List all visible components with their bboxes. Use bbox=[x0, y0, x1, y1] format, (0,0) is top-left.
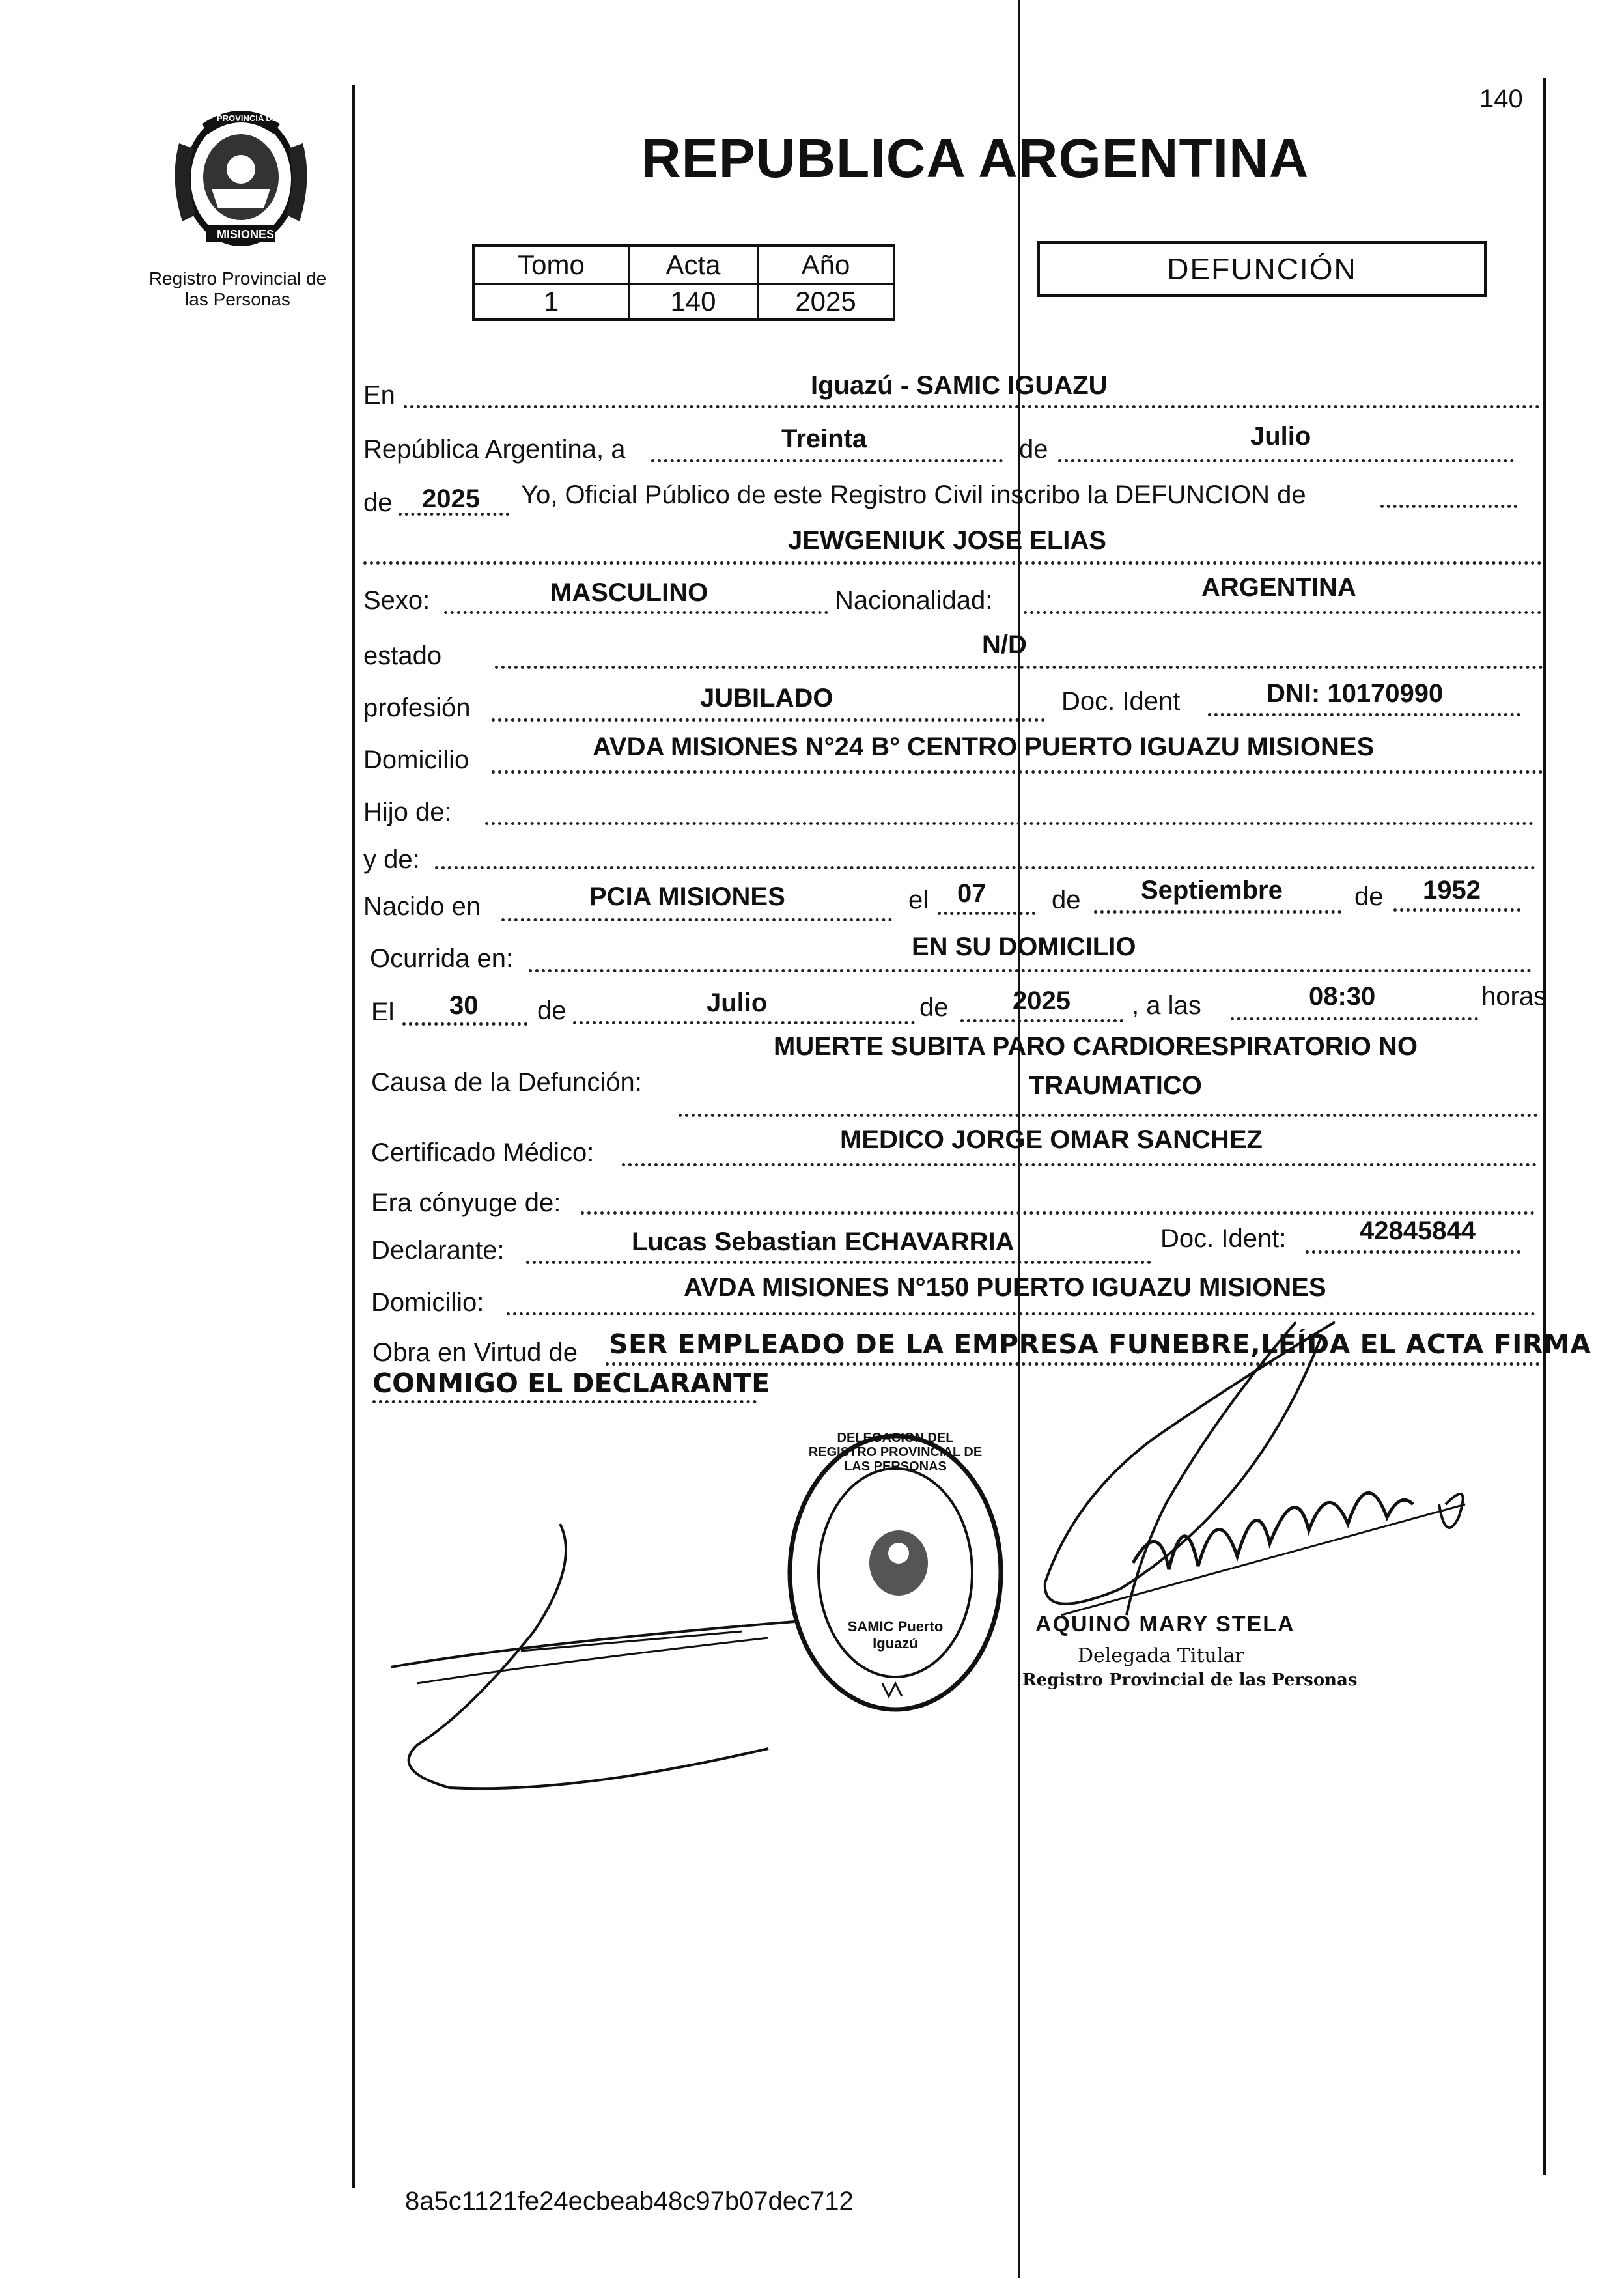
value-sexo: MASCULINO bbox=[550, 578, 708, 607]
value-domicilio: AVDA MISIONES N°24 B° CENTRO PUERTO IGUAZU MISIONES bbox=[593, 733, 1375, 761]
value-declarante: Lucas Sebastian ECHAVARRIA bbox=[632, 1228, 1015, 1256]
record-type-label: DEFUNCIÓN bbox=[1167, 252, 1357, 286]
value-estado: N/D bbox=[982, 630, 1027, 659]
label-de-death1: de bbox=[537, 996, 567, 1025]
field-line-mes bbox=[1058, 459, 1514, 462]
field-line-declarante-doc bbox=[1306, 1250, 1520, 1254]
label-sexo: Sexo: bbox=[363, 586, 430, 615]
left-margin-line bbox=[352, 85, 355, 2188]
field-line-def-hora bbox=[1231, 1017, 1478, 1020]
field-line-en bbox=[404, 405, 1540, 408]
field-line-nacionalidad bbox=[1024, 611, 1541, 614]
label-de-start: de bbox=[363, 488, 393, 517]
field-line-sexo bbox=[444, 611, 828, 614]
label-de-mid: de bbox=[1019, 435, 1048, 464]
field-line-estado bbox=[495, 666, 1543, 669]
value-nac-mes: Septiembre bbox=[1141, 876, 1283, 905]
label-domicilio: Domicilio bbox=[363, 746, 469, 774]
field-line-profesion bbox=[492, 718, 1045, 722]
label-el: el bbox=[908, 886, 929, 914]
field-line-defuncion-de bbox=[1380, 505, 1517, 508]
official-signature bbox=[1022, 1309, 1491, 1648]
value-def-dia: 30 bbox=[449, 991, 479, 1020]
label-a-las: , a las bbox=[1132, 991, 1201, 1020]
label-republica-a: República Argentina, a bbox=[363, 435, 626, 464]
value-dia-texto: Treinta bbox=[781, 425, 867, 453]
label-de-death2: de bbox=[919, 993, 949, 1022]
value-nombre: JEWGENIUK JOSE ELIAS bbox=[788, 526, 1106, 555]
table-value-tomo: 1 bbox=[543, 286, 559, 316]
label-certificado: Certificado Médico: bbox=[371, 1138, 595, 1167]
province-logo bbox=[166, 104, 316, 254]
label-declarante: Declarante: bbox=[371, 1236, 505, 1265]
value-causa-line2: TRAUMATICO bbox=[1029, 1071, 1202, 1100]
official-stamp bbox=[778, 1423, 1013, 1723]
label-nacido-en: Nacido en bbox=[363, 892, 481, 921]
table-value-anio: 2025 bbox=[795, 286, 856, 316]
label-horas: horas bbox=[1481, 982, 1547, 1011]
field-line-dni bbox=[1208, 713, 1520, 716]
label-yo-oficial: Yo, Oficial Público de este Registro Civil inscribo la DEFUNCION de bbox=[521, 481, 1306, 509]
label-domicilio2: Domicilio: bbox=[371, 1288, 484, 1317]
label-obra-en-virtud: Obra en Virtud de bbox=[372, 1338, 578, 1367]
value-declarante-doc: 42845844 bbox=[1360, 1216, 1476, 1245]
value-obra-line1: SER EMPLEADO DE LA EMPRESA FUNEBRE,LEÍDA EL ACTA FIRMA bbox=[609, 1329, 1591, 1360]
value-nac-anio: 1952 bbox=[1423, 876, 1481, 905]
field-line-hijo-de bbox=[485, 822, 1533, 825]
label-doc-ident: Doc. Ident bbox=[1061, 687, 1181, 716]
document-hash: 8a5c1121fe24ecbeab48c97b07dec712 bbox=[405, 2187, 854, 2215]
label-conyuge: Era cónyuge de: bbox=[371, 1188, 561, 1217]
stamp-inner-text: SAMIC Puerto Iguazú bbox=[847, 1618, 944, 1652]
label-de-birth2: de bbox=[1354, 882, 1384, 911]
label-hijo-de: Hijo de: bbox=[363, 798, 452, 826]
registry-name-line1: Registro Provincial de bbox=[148, 268, 327, 288]
value-def-anio: 2025 bbox=[1013, 987, 1071, 1015]
registry-name-line2: las Personas bbox=[185, 289, 290, 309]
value-nacido-en: PCIA MISIONES bbox=[589, 882, 785, 911]
value-declarante-domicilio: AVDA MISIONES N°150 PUERTO IGUAZU MISIONES bbox=[684, 1273, 1326, 1302]
value-lugar: Iguazú - SAMIC IGUAZU bbox=[811, 371, 1108, 400]
logo-text-top: PROVINCIA DE bbox=[217, 113, 278, 123]
table-header-tomo: Tomo bbox=[518, 249, 585, 280]
label-ocurrida-en: Ocurrida en: bbox=[370, 944, 514, 973]
table-header-anio: Año bbox=[801, 249, 850, 280]
label-nacionalidad: Nacionalidad: bbox=[835, 586, 993, 615]
value-obra-line2: CONMIGO EL DECLARANTE bbox=[372, 1368, 770, 1399]
value-dni: DNI: 10170990 bbox=[1267, 679, 1444, 708]
table-header-acta: Acta bbox=[665, 249, 721, 280]
value-mes: Julio bbox=[1250, 422, 1311, 451]
field-line-ocurrida-en bbox=[529, 969, 1532, 972]
right-margin-line bbox=[1543, 78, 1546, 2175]
label-causa: Causa de la Defunción: bbox=[371, 1068, 642, 1097]
field-line-domicilio bbox=[492, 770, 1543, 774]
label-doc-ident2: Doc. Ident: bbox=[1160, 1224, 1287, 1253]
record-table bbox=[472, 244, 895, 321]
value-causa-line1: MUERTE SUBITA PARO CARDIORESPIRATORIO NO bbox=[774, 1032, 1418, 1061]
field-line-def-dia bbox=[402, 1022, 527, 1026]
page-number: 140 bbox=[1479, 85, 1523, 113]
field-line-causa bbox=[679, 1114, 1538, 1117]
value-nac-dia: 07 bbox=[957, 879, 987, 908]
field-line-nacido-en bbox=[501, 918, 892, 921]
value-def-mes: Julio bbox=[707, 989, 768, 1017]
value-anio: 2025 bbox=[422, 485, 480, 513]
field-line-conyuge bbox=[581, 1211, 1535, 1215]
label-profesion: profesión bbox=[363, 694, 471, 722]
official-title: Delegada Titular bbox=[1078, 1644, 1244, 1667]
stamp-ring-text: DELEGACION DEL REGISTRO PROVINCIAL DE LAS PERSONAS bbox=[808, 1431, 983, 1474]
value-ocurrida-en: EN SU DOMICILIO bbox=[912, 933, 1136, 961]
label-en: En bbox=[363, 381, 395, 410]
field-line-certificado bbox=[622, 1163, 1537, 1166]
field-line-declarante bbox=[526, 1261, 1151, 1264]
field-line-nac-anio bbox=[1393, 908, 1520, 912]
field-line-nac-mes bbox=[1094, 910, 1341, 914]
label-de-birth1: de bbox=[1052, 886, 1081, 914]
field-line-nombre bbox=[363, 561, 1542, 565]
value-def-hora: 08:30 bbox=[1309, 982, 1376, 1011]
value-profesion: JUBILADO bbox=[700, 684, 833, 712]
field-line-def-anio bbox=[960, 1019, 1123, 1022]
field-line-dia bbox=[651, 459, 1003, 462]
official-name: AQUINO MARY STELA bbox=[1035, 1612, 1295, 1637]
declarant-signature bbox=[378, 1498, 833, 1810]
official-office: Registro Provincial de las Personas bbox=[1022, 1670, 1358, 1690]
table-value-acta: 140 bbox=[670, 286, 716, 316]
label-estado: estado bbox=[363, 641, 442, 670]
label-el-death: El bbox=[371, 998, 395, 1026]
record-type-box bbox=[1037, 241, 1487, 297]
logo-text-bottom: MISIONES bbox=[217, 228, 275, 241]
label-y-de: y de: bbox=[363, 845, 420, 874]
page-title: REPUBLICA ARGENTINA bbox=[641, 128, 1309, 189]
field-line-nac-dia bbox=[938, 912, 1035, 915]
field-line-def-mes bbox=[573, 1021, 915, 1024]
field-line-obra2 bbox=[372, 1400, 757, 1403]
field-line-y-de bbox=[435, 866, 1535, 869]
value-nacionalidad: ARGENTINA bbox=[1201, 573, 1356, 602]
value-certificado: MEDICO JORGE OMAR SANCHEZ bbox=[840, 1125, 1263, 1154]
